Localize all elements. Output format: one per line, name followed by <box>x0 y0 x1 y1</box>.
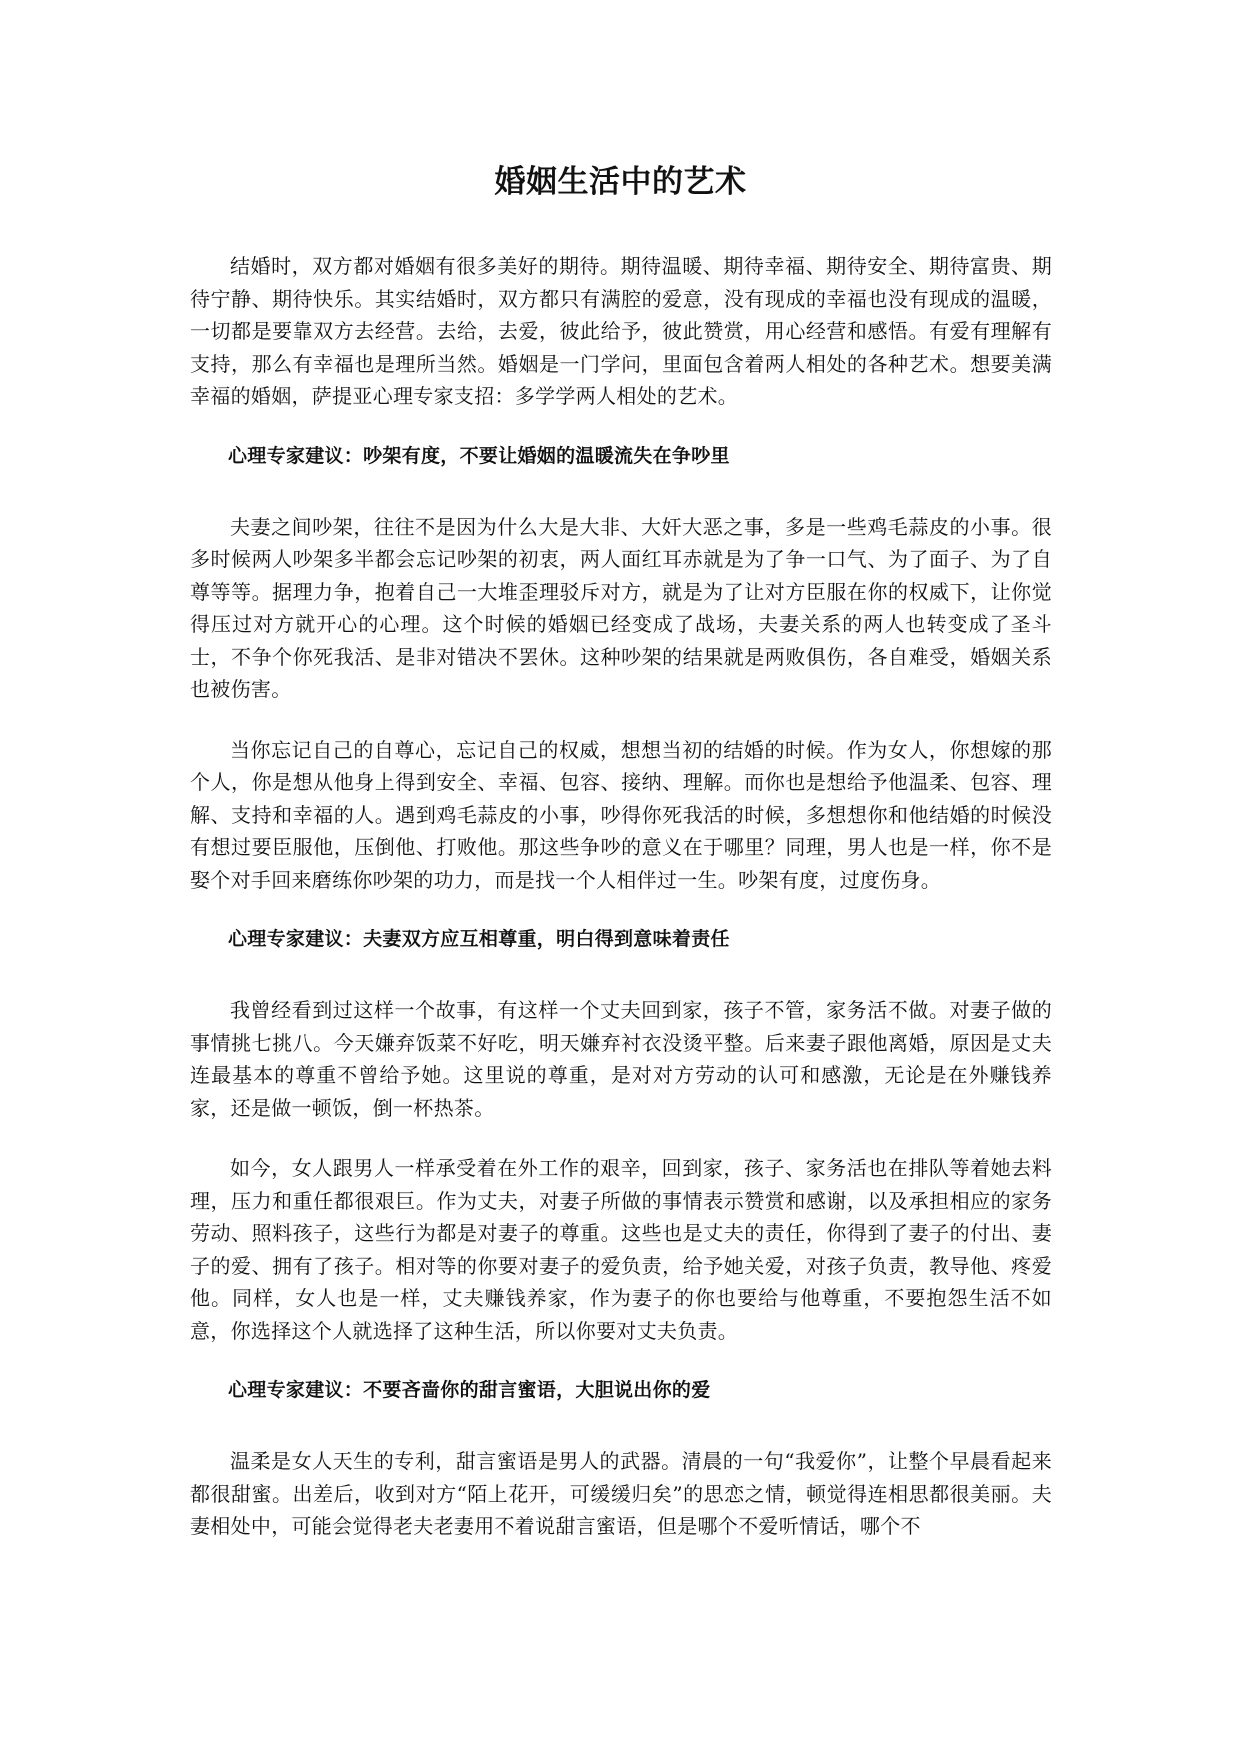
body-paragraph: 温柔是女人天生的专利，甜言蜜语是男人的武器。清晨的一句“我爱你”，让整个早晨看起来都很甜蜜。出差后，收到对方“陌上花开，可缓缓归矣”的思恋之情，顿觉得连相思都很美丽。夫妻相处中，可能会觉得老夫老妻用不着说甜言蜜语，但是哪个不爱听情话，哪个不 <box>190 1449 1052 1538</box>
body-paragraph: 夫妻之间吵架，往往不是因为什么大是大非、大奸大恶之事，多是一些鸡毛蒜皮的小事。很多时候两人吵架多半都会忘记吵架的初衷，两人面红耳赤就是为了争一口气、为了面子、为了自尊等等。据理力争，抱着自己一大堆歪理驳斥对方，就是为了让对方臣服在你的权威下，让你觉得压过对方就开心的心理。这个时候的婚姻已经变成了战场，夫妻关系的两人也转变成了圣斗士，不争个你死我活、是非对错决不罢休。这种吵架的结果就是两败俱伤，各自难受，婚姻关系也被伤害。 <box>190 514 1052 701</box>
section-heading-3: 心理专家建议：不要吝啬你的甜言蜜语，大胆说出你的爱 <box>228 1379 711 1401</box>
body-paragraph: 如今，女人跟男人一样承受着在外工作的艰辛，回到家，孩子、家务活也在排队等着她去料理，压力和重任都很艰巨。作为丈夫，对妻子所做的事情表示赞赏和感谢，以及承担相应的家务劳动、照料孩子，这些行为都是对妻子的尊重。这些也是丈夫的责任，你得到了妻子的付出、妻子的爱、拥有了孩子。相对等的你要对妻子的爱负责，给予她关爱，对孩子负责，教导他、疼爱他。同样，女人也是一样，丈夫赚钱养家，作为妻子的你也要给与他尊重，不要抱怨生活不如意，你选择这个人就选择了这种生活，所以你要对丈夫负责。 <box>190 1156 1052 1343</box>
section-heading-1: 心理专家建议：吵架有度，不要让婚姻的温暖流失在争吵里 <box>228 444 730 467</box>
document-title: 婚姻生活中的艺术 <box>494 164 747 200</box>
body-paragraph: 我曾经看到过这样一个故事，有这样一个丈夫回到家，孩子不管，家务活不做。对妻子做的事情挑七挑八。今天嫌弃饭菜不好吃，明天嫌弃衬衣没烫平整。后来妻子跟他离婚，原因是丈夫连最基本的尊重不曾给予她。这里说的尊重，是对对方劳动的认可和感激，无论是在外赚钱养家，还是做一顿饭，倒一杯热茶。 <box>190 998 1052 1120</box>
section-heading-2: 心理专家建议：夫妻双方应互相尊重，明白得到意味着责任 <box>228 928 730 950</box>
document-body <box>190 250 1052 1571</box>
body-paragraph: 当你忘记自己的自尊心，忘记自己的权威，想想当初的结婚的时候。作为女人，你想嫁的那个人，你是想从他身上得到安全、幸福、包容、接纳、理解。而你也是想给予他温柔、包容、理解、支持和幸福的人。遇到鸡毛蒜皮的小事，吵得你死我活的时候，多想想你和他结婚的时候没有想过要臣服他，压倒他、打败他。那这些争吵的意义在于哪里？同理，男人也是一样，你不是娶个对手回来磨练你吵架的功力，而是找一个人相伴过一生。吵架有度，过度伤身。 <box>190 737 1052 892</box>
intro-paragraph: 结婚时，双方都对婚姻有很多美好的期待。期待温暖、期待幸福、期待安全、期待富贵、期待宁静、期待快乐。其实结婚时，双方都只有满腔的爱意，没有现成的幸福也没有现成的温暖，一切都是要靠双方去经营。去给，去爱，彼此给予，彼此赞赏，用心经营和感悟。有爱有理解有支持，那么有幸福也是理所当然。婚姻是一门学问，里面包含着两人相处的各种艺术。想要美满幸福的婚姻，萨提亚心理专家支招：多学学两人相处的艺术。 <box>190 254 1052 408</box>
